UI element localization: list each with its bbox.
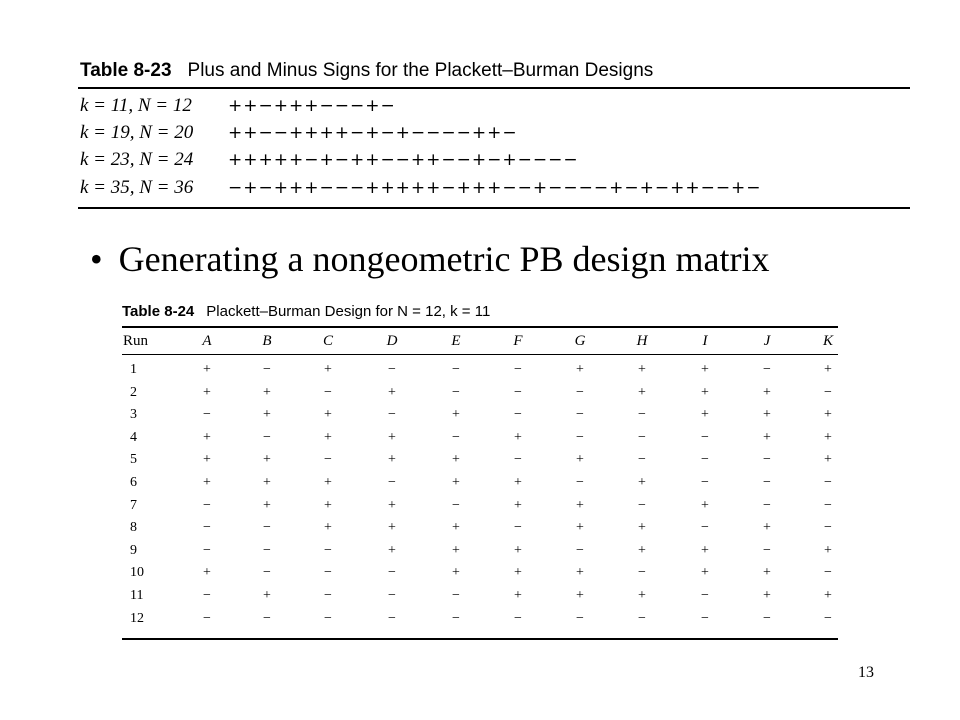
sign-cell: − <box>388 588 396 603</box>
factor-column-header: E <box>451 333 461 349</box>
table-8-23-caption <box>80 60 653 82</box>
sign-cell: − <box>824 498 832 513</box>
sign-cell: + <box>701 565 709 580</box>
sign-cell: + <box>763 385 771 400</box>
run-number: 9 <box>130 543 137 558</box>
sign-cell: − <box>203 498 211 513</box>
sign-cell: + <box>701 362 709 377</box>
table-8-24-title: Plackett–Burman Design for N = 12, k = 11 <box>206 303 491 320</box>
sign-cell: + <box>638 385 646 400</box>
sign-cell: + <box>452 407 460 422</box>
sign-cell: − <box>324 452 332 467</box>
sign-cell: − <box>452 588 460 603</box>
sign-cell: − <box>388 362 396 377</box>
sign-cell: − <box>452 611 460 626</box>
sign-cell: + <box>514 498 522 513</box>
sign-cell: − <box>824 385 832 400</box>
sign-cell: + <box>263 407 271 422</box>
sign-cell: + <box>324 498 332 513</box>
table-8-23-row-label: k = 23, N = 24 <box>80 149 194 170</box>
table-8-24-top-rule <box>122 326 838 328</box>
sign-cell: − <box>324 611 332 626</box>
sign-cell: − <box>576 475 584 490</box>
sign-cell: − <box>701 588 709 603</box>
sign-cell: + <box>388 452 396 467</box>
run-number: 2 <box>130 385 137 400</box>
factor-column-header: J <box>763 333 771 349</box>
factor-column-header: D <box>386 333 398 349</box>
sign-cell: − <box>824 475 832 490</box>
table-8-23-row <box>80 149 579 175</box>
sign-cell: + <box>203 385 211 400</box>
sign-cell: + <box>638 543 646 558</box>
sign-cell: − <box>203 407 211 422</box>
sign-cell: + <box>263 498 271 513</box>
sign-cell: − <box>638 452 646 467</box>
sign-cell: − <box>824 520 832 535</box>
sign-cell: + <box>203 362 211 377</box>
factor-column-header: C <box>322 333 333 349</box>
sign-cell: − <box>263 430 271 445</box>
factor-column-header: A <box>202 333 212 349</box>
table-8-23-row-signs: +++++−+−++−−++−−+−+−−−− <box>228 150 579 170</box>
sign-cell: + <box>324 475 332 490</box>
sign-cell: − <box>701 611 709 626</box>
sign-cell: − <box>452 498 460 513</box>
sign-cell: − <box>263 543 271 558</box>
sign-cell: − <box>763 475 771 490</box>
bullet-point <box>90 238 769 280</box>
run-number: 11 <box>130 588 144 603</box>
sign-cell: − <box>701 430 709 445</box>
sign-cell: + <box>576 498 584 513</box>
sign-cell: + <box>388 520 396 535</box>
sign-cell: + <box>203 475 211 490</box>
sign-cell: + <box>576 362 584 377</box>
table-8-23-row <box>80 122 518 148</box>
sign-cell: − <box>388 611 396 626</box>
factor-column-header: I <box>702 333 708 349</box>
sign-cell: + <box>824 452 832 467</box>
sign-cell: + <box>576 452 584 467</box>
table-8-23-number: Table 8-23 <box>80 60 172 81</box>
table-8-24-bottom-rule <box>122 638 838 640</box>
sign-cell: − <box>576 385 584 400</box>
table-8-23-title: Plus and Minus Signs for the Plackett–Burman Designs <box>187 60 654 81</box>
sign-cell: + <box>263 385 271 400</box>
sign-cell: + <box>701 543 709 558</box>
sign-cell: + <box>203 565 211 580</box>
sign-cell: + <box>263 588 271 603</box>
sign-cell: − <box>514 407 522 422</box>
sign-cell: + <box>576 588 584 603</box>
sign-cell: − <box>452 362 460 377</box>
sign-cell: + <box>824 430 832 445</box>
sign-cell: + <box>701 407 709 422</box>
sign-cell: − <box>324 565 332 580</box>
sign-cell: + <box>763 565 771 580</box>
table-8-23-row-signs: −+−+++−−−+++++−+++−−+−−−−+−+−++−−+− <box>228 178 762 198</box>
factor-column-header: K <box>822 333 833 349</box>
table-8-23-row <box>80 95 396 121</box>
sign-cell: + <box>388 498 396 513</box>
sign-cell: − <box>324 385 332 400</box>
table-8-24-caption <box>122 303 490 321</box>
sign-cell: − <box>514 452 522 467</box>
sign-cell: + <box>263 452 271 467</box>
table-8-24-header-rule <box>122 354 838 355</box>
sign-cell: − <box>324 543 332 558</box>
sign-cell: + <box>638 475 646 490</box>
sign-cell: − <box>576 543 584 558</box>
table-8-24-number: Table 8-24 <box>122 303 195 320</box>
sign-cell: + <box>701 498 709 513</box>
sign-cell: − <box>324 588 332 603</box>
sign-cell: − <box>203 520 211 535</box>
run-column-header: Run <box>123 333 149 349</box>
sign-cell: − <box>514 611 522 626</box>
sign-cell: + <box>763 520 771 535</box>
sign-cell: + <box>576 520 584 535</box>
run-number: 7 <box>130 498 137 513</box>
sign-cell: + <box>763 407 771 422</box>
sign-cell: − <box>701 452 709 467</box>
sign-cell: − <box>576 611 584 626</box>
run-number: 4 <box>130 430 137 445</box>
sign-cell: − <box>763 362 771 377</box>
bullet-text: Generating a nongeometric PB design matrix <box>118 239 770 279</box>
table-8-23-row-signs: ++−+++−−−+− <box>228 96 396 116</box>
sign-cell: − <box>763 611 771 626</box>
sign-cell: + <box>701 385 709 400</box>
sign-cell: − <box>203 588 211 603</box>
factor-column-header: F <box>513 333 523 349</box>
factor-column-header: H <box>636 333 648 349</box>
sign-cell: + <box>452 475 460 490</box>
sign-cell: − <box>263 565 271 580</box>
sign-cell: + <box>763 588 771 603</box>
bullet-symbol: • <box>90 239 103 279</box>
sign-cell: − <box>638 430 646 445</box>
sign-cell: + <box>263 475 271 490</box>
sign-cell: − <box>763 452 771 467</box>
sign-cell: + <box>763 430 771 445</box>
sign-cell: + <box>324 362 332 377</box>
run-number: 1 <box>130 362 137 377</box>
sign-cell: − <box>638 407 646 422</box>
sign-cell: − <box>824 611 832 626</box>
table-8-23-row <box>80 177 762 203</box>
sign-cell: − <box>638 565 646 580</box>
sign-cell: − <box>514 362 522 377</box>
sign-cell: + <box>324 520 332 535</box>
sign-cell: + <box>452 565 460 580</box>
sign-cell: − <box>638 498 646 513</box>
table-8-23-bottom-rule <box>78 207 910 209</box>
run-number: 12 <box>130 611 144 626</box>
sign-cell: + <box>824 588 832 603</box>
sign-cell: + <box>324 430 332 445</box>
sign-cell: + <box>514 430 522 445</box>
table-8-23-top-rule <box>78 87 910 89</box>
factor-column-header: B <box>262 333 272 349</box>
sign-cell: + <box>514 543 522 558</box>
sign-cell: + <box>324 407 332 422</box>
sign-cell: + <box>824 407 832 422</box>
sign-cell: − <box>701 520 709 535</box>
sign-cell: + <box>452 520 460 535</box>
sign-cell: − <box>388 565 396 580</box>
sign-cell: − <box>203 543 211 558</box>
sign-cell: + <box>638 520 646 535</box>
sign-cell: + <box>388 430 396 445</box>
sign-cell: + <box>638 588 646 603</box>
table-8-23-row-label: k = 11, N = 12 <box>80 95 192 116</box>
page-number: 13 <box>858 664 874 681</box>
sign-cell: − <box>638 611 646 626</box>
sign-cell: + <box>203 430 211 445</box>
sign-cell: + <box>514 565 522 580</box>
sign-cell: + <box>824 543 832 558</box>
sign-cell: − <box>701 475 709 490</box>
sign-cell: − <box>452 385 460 400</box>
sign-cell: + <box>638 362 646 377</box>
table-8-23-row-label: k = 19, N = 20 <box>80 122 194 143</box>
sign-cell: − <box>576 430 584 445</box>
sign-cell: + <box>203 452 211 467</box>
sign-cell: + <box>388 543 396 558</box>
sign-cell: − <box>263 362 271 377</box>
sign-cell: − <box>763 543 771 558</box>
run-number: 3 <box>130 407 137 422</box>
sign-cell: − <box>263 611 271 626</box>
run-number: 6 <box>130 475 137 490</box>
sign-cell: − <box>452 430 460 445</box>
sign-cell: + <box>514 588 522 603</box>
table-8-23-row-label: k = 35, N = 36 <box>80 177 194 198</box>
sign-cell: + <box>452 543 460 558</box>
sign-cell: + <box>514 475 522 490</box>
sign-cell: + <box>824 362 832 377</box>
sign-cell: − <box>763 498 771 513</box>
sign-cell: + <box>388 385 396 400</box>
sign-cell: − <box>203 611 211 626</box>
run-number: 10 <box>130 565 144 580</box>
sign-cell: − <box>388 475 396 490</box>
sign-cell: − <box>263 520 271 535</box>
sign-cell: − <box>514 520 522 535</box>
sign-cell: − <box>576 407 584 422</box>
run-number: 5 <box>130 452 137 467</box>
sign-cell: + <box>576 565 584 580</box>
sign-cell: − <box>388 407 396 422</box>
table-8-23-row-signs: ++−−++++−+−+−−−−++− <box>228 123 518 143</box>
sign-cell: + <box>452 452 460 467</box>
factor-column-header: G <box>574 333 586 349</box>
sign-cell: − <box>824 565 832 580</box>
run-number: 8 <box>130 520 137 535</box>
sign-cell: − <box>514 385 522 400</box>
